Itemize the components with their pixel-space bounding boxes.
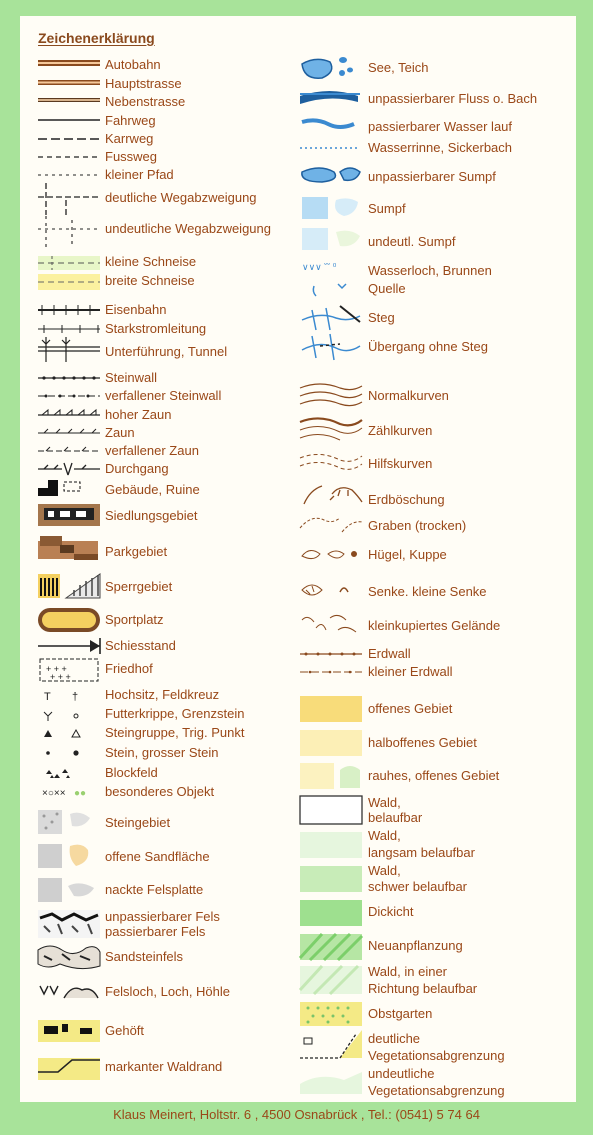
legend-label: Autobahn bbox=[105, 57, 161, 72]
semi-open-icon bbox=[300, 730, 362, 756]
special-object-icon bbox=[42, 788, 86, 799]
boulder-field-icon bbox=[46, 769, 70, 778]
legend-label: Hilfskurven bbox=[368, 456, 433, 471]
legend-label: Hauptstrasse bbox=[105, 76, 182, 91]
legend-label: Eisenbahn bbox=[105, 302, 167, 317]
firing-range-icon bbox=[38, 638, 100, 654]
legend-label: breite Schneise bbox=[105, 273, 195, 288]
road-double-icon bbox=[38, 60, 100, 66]
legend-label: Übergang ohne Steg bbox=[368, 339, 488, 354]
legend-label: Gebäude, Ruine bbox=[105, 482, 200, 497]
tunnel-icon bbox=[38, 337, 100, 362]
spring-icon bbox=[313, 284, 346, 296]
sportsfield-icon bbox=[38, 608, 100, 632]
legend-label: Karrweg bbox=[105, 131, 154, 146]
path-junction-faint-icon bbox=[38, 216, 100, 248]
svg-text:T: T bbox=[44, 691, 51, 703]
legend-label: kleine Schneise bbox=[105, 254, 197, 269]
legend-label: kleinkupiertes Gelände bbox=[368, 618, 501, 633]
legend-label: rauhes, offenes Gebiet bbox=[368, 768, 500, 783]
legend-label: Neuanpflanzung bbox=[368, 938, 463, 953]
cave-icon bbox=[40, 986, 98, 998]
legend-label: passierbarer Fels bbox=[105, 924, 206, 939]
earth-wall-icon bbox=[300, 653, 362, 656]
stony-ground-icon bbox=[38, 810, 90, 834]
legend-label: Senke. kleine Senke bbox=[368, 584, 487, 599]
svg-text:+ + +: + + + bbox=[46, 664, 67, 674]
earth-wall-small-icon bbox=[300, 671, 362, 674]
legend-label: Wald, bbox=[368, 795, 401, 810]
legend-label: kleiner Pfad bbox=[105, 167, 174, 182]
ride-wide-icon bbox=[38, 274, 100, 290]
legend-label: deutliche bbox=[368, 1031, 421, 1046]
lake-icon bbox=[302, 57, 353, 78]
legend-label: Fussweg bbox=[105, 149, 158, 164]
legend-label: Schiesstand bbox=[105, 638, 176, 653]
fence-icon bbox=[38, 429, 100, 433]
thicket-icon bbox=[300, 900, 362, 926]
road-main-icon bbox=[38, 80, 100, 85]
legend-label: unpassierbarer Sumpf bbox=[368, 169, 496, 184]
legend-label: Parkgebiet bbox=[105, 544, 168, 559]
legend-label: Zählkurven bbox=[368, 423, 433, 438]
legend-label: Steingebiet bbox=[105, 815, 171, 830]
marsh-icon bbox=[302, 197, 358, 219]
legend-label: Siedlungsgebiet bbox=[105, 508, 198, 523]
forest-slow-icon bbox=[300, 832, 362, 858]
legend-label: Erdwall bbox=[368, 646, 411, 661]
legend-label: Wald, in einer bbox=[368, 964, 447, 979]
broken-ground-icon bbox=[302, 615, 356, 632]
legend-label: halboffenes Gebiet bbox=[368, 735, 477, 750]
path-junction-icon bbox=[38, 183, 100, 215]
svg-text:+ + +: + + + bbox=[50, 672, 71, 682]
legend-label: Fahrweg bbox=[105, 113, 156, 128]
forest-difficult-icon bbox=[300, 866, 362, 892]
legend-label: Steinwall bbox=[105, 370, 158, 385]
legend-label: offene Sandfläche bbox=[105, 849, 210, 864]
legend-label: Gehöft bbox=[105, 1023, 145, 1038]
rough-open-icon bbox=[300, 763, 360, 789]
river-impassable-icon bbox=[300, 91, 360, 104]
legend-label: Wald, bbox=[368, 863, 401, 878]
legend-label: Zaun bbox=[105, 425, 135, 440]
cemetery-icon bbox=[40, 659, 98, 682]
legend-label: Richtung belaufbar bbox=[368, 981, 478, 996]
settlement-icon bbox=[38, 504, 100, 526]
open-sand-icon bbox=[38, 844, 88, 868]
legend-label: verfallener Zaun bbox=[105, 443, 199, 458]
park-icon bbox=[38, 536, 98, 560]
legend-label: Wasserloch, Brunnen bbox=[368, 263, 492, 278]
legend-label: Steingruppe, Trig. Punkt bbox=[105, 725, 245, 740]
forest-edge-icon bbox=[38, 1058, 100, 1080]
legend-label: undeutl. Sumpf bbox=[368, 234, 456, 249]
building-icon bbox=[38, 480, 80, 496]
legend-label: Quelle bbox=[368, 281, 406, 296]
svg-text:†: † bbox=[72, 691, 79, 703]
legend-label: Sandsteinfels bbox=[105, 949, 184, 964]
legend-label: kleiner Erdwall bbox=[368, 664, 453, 679]
legend-label: Durchgang bbox=[105, 461, 169, 476]
legend-label: See, Teich bbox=[368, 60, 429, 75]
legend-label: Wasserrinne, Sickerbach bbox=[368, 140, 513, 155]
stream-icon bbox=[302, 120, 354, 127]
legend-label: hoher Zaun bbox=[105, 407, 172, 422]
road-minor-icon bbox=[38, 98, 100, 102]
legend-label: unpassierbarer Fels bbox=[105, 909, 220, 924]
stone-group-icon bbox=[44, 730, 80, 737]
contour-icon bbox=[300, 384, 362, 406]
stonewall-icon bbox=[38, 376, 100, 379]
svg-text:●●: ●● bbox=[74, 788, 87, 799]
fence-high-icon bbox=[38, 410, 100, 415]
legend-label: nackte Felsplatte bbox=[105, 882, 204, 897]
form-line-icon bbox=[300, 454, 362, 469]
cliff-impassable-icon bbox=[38, 910, 100, 938]
bare-rock-icon bbox=[38, 878, 94, 902]
legend-label: Normalkurven bbox=[368, 388, 449, 403]
crossing-no-bridge-icon bbox=[302, 334, 360, 360]
legend-label: Starkstromleitung bbox=[105, 321, 207, 336]
legend-label: Sumpf bbox=[368, 201, 406, 216]
legend-label: Felsloch, Loch, Höhle bbox=[105, 984, 231, 999]
legend-label: Vegetationsabgrenzung bbox=[368, 1048, 505, 1063]
legend-label: Vegetationsabgrenzung bbox=[368, 1083, 505, 1098]
legend-label: Blockfeld bbox=[105, 765, 158, 780]
fodder-rack-icon bbox=[44, 712, 78, 721]
legend-label: undeutliche bbox=[368, 1066, 435, 1081]
legend-title: Zeichenerklärung bbox=[38, 30, 155, 46]
waterhole-icon bbox=[302, 262, 337, 272]
legend-label: offenes Gebiet bbox=[368, 701, 453, 716]
open-land-icon bbox=[300, 696, 362, 722]
plantation-icon bbox=[300, 934, 362, 960]
legend-label: belaufbar bbox=[368, 810, 423, 825]
forest-one-direction-icon bbox=[300, 966, 362, 994]
legend-label: Graben (trocken) bbox=[368, 518, 467, 533]
high-seat-icon bbox=[44, 691, 78, 703]
depression-icon bbox=[302, 585, 348, 595]
legend-label: deutliche Wegabzweigung bbox=[105, 190, 257, 205]
legend-label: Wald, bbox=[368, 828, 401, 843]
legend-label: Stein, grosser Stein bbox=[105, 745, 219, 760]
farm-icon bbox=[38, 1020, 100, 1042]
out-of-bounds-icon bbox=[38, 574, 100, 598]
legend-label: passierbarer Wasser lauf bbox=[368, 119, 513, 134]
legend-label: langsam belaufbar bbox=[368, 845, 475, 860]
orchard-icon bbox=[300, 1002, 362, 1026]
legend-label: besonderes Objekt bbox=[105, 784, 215, 799]
legend-label: Futterkrippe, Grenzstein bbox=[105, 706, 245, 721]
legend-label: Sportplatz bbox=[105, 612, 164, 627]
svg-text:∨∨∨ ˘˘ ⁰: ∨∨∨ ˘˘ ⁰ bbox=[302, 262, 337, 272]
index-contour-icon bbox=[300, 418, 362, 440]
legend-label: Nebenstrasse bbox=[105, 94, 186, 109]
footbridge-icon bbox=[302, 306, 360, 330]
legend-label: unpassierbarer Fluss o. Bach bbox=[368, 91, 538, 106]
legend-label: Obstgarten bbox=[368, 1006, 433, 1021]
fence-ruined-icon bbox=[38, 447, 100, 451]
dry-ditch-icon bbox=[300, 518, 362, 532]
svg-text:×○××: ×○×× bbox=[42, 788, 66, 799]
vegetation-boundary-icon bbox=[300, 1030, 362, 1058]
legend-label: verfallener Steinwall bbox=[105, 388, 222, 403]
legend-label: Hügel, Kuppe bbox=[368, 547, 447, 562]
railway-icon bbox=[38, 305, 100, 315]
marsh-impassable-icon bbox=[302, 168, 360, 182]
knoll-icon bbox=[302, 550, 357, 558]
earth-bank-icon bbox=[304, 486, 362, 504]
marsh-faint-icon bbox=[302, 228, 360, 250]
legend-label: Unterführung, Tunnel bbox=[105, 344, 228, 359]
boulder-icon bbox=[46, 750, 78, 755]
legend-label: markanter Waldrand bbox=[105, 1059, 223, 1074]
sandstone-icon bbox=[38, 946, 100, 969]
stonewall-ruined-icon bbox=[38, 395, 100, 398]
forest-runnable-icon bbox=[300, 796, 362, 824]
vegetation-boundary-faint-icon bbox=[300, 1072, 362, 1094]
legend-label: undeutliche Wegabzweigung bbox=[105, 221, 271, 236]
legend-label: Sperrgebiet bbox=[105, 579, 173, 594]
legend-label: schwer belaufbar bbox=[368, 879, 467, 894]
crossing-point-icon bbox=[38, 463, 100, 475]
legend-label: Steg bbox=[368, 310, 395, 325]
ride-small-icon bbox=[38, 256, 100, 270]
legend-label: Dickicht bbox=[368, 904, 414, 919]
legend-label: Hochsitz, Feldkreuz bbox=[105, 687, 220, 702]
legend-label: Erdböschung bbox=[368, 492, 445, 507]
powerline-icon bbox=[38, 325, 100, 333]
publisher-footer: Klaus Meinert, Holtstr. 6 , 4500 Osnabrück , Tel.: (0541) 5 74 64 bbox=[113, 1107, 480, 1122]
legend-label: Friedhof bbox=[105, 661, 153, 676]
